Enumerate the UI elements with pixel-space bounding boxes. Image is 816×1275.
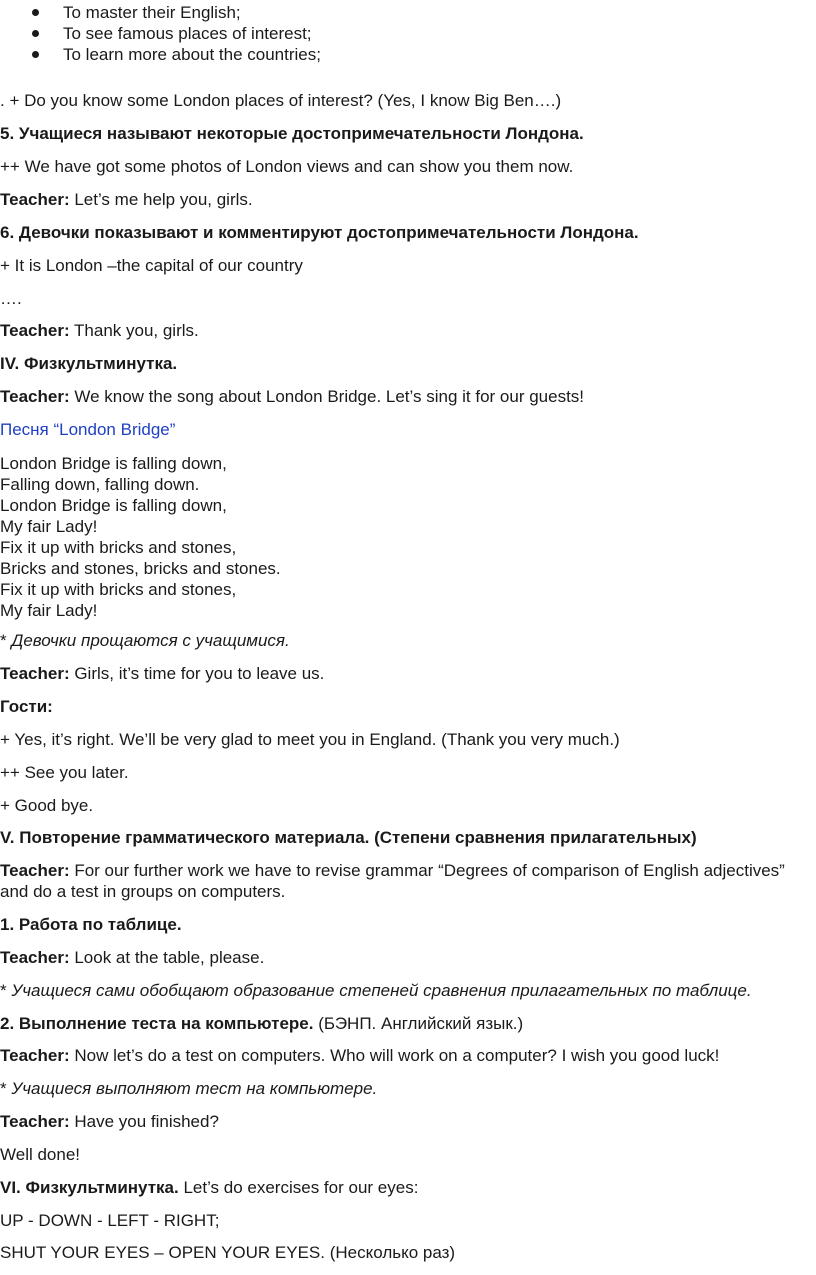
note-star: * [0,1079,12,1098]
paragraph: …. [0,289,22,308]
paragraph: UP - DOWN - LEFT - RIGHT; [0,1211,220,1230]
section-heading: VI. Физкультминутка. [0,1178,179,1197]
bullet-item: To see famous places of interest; [63,24,312,43]
speaker-label: Teacher: [0,1046,70,1065]
teacher-line [0,386,584,407]
section-heading: 5. Учащиеся называют некоторые достопримечательности Лондона. [0,124,584,143]
speaker-label: Teacher: [0,1112,70,1131]
speech-text: We know the song about London Bridge. Let’s sing it for our guests! [69,387,585,406]
section-heading: V. Повторение грамматического материала. (Степени сравнения прилагательных) [0,828,697,847]
speaker-label: Teacher: [0,190,70,209]
speech-text: Let’s me help you, girls. [69,190,253,209]
song-line: My fair Lady! [0,601,98,620]
speaker-label: Teacher: [0,861,70,880]
stage-note [0,630,290,651]
teacher-line [0,860,790,902]
song-title: Песня “London Bridge” [0,420,176,439]
paragraph: ++ We have got some photos of London views and can show you them now. [0,157,574,176]
section-heading-line [0,1177,418,1198]
speech-text: For our further work we have to revise grammar “Degrees of comparison of English adjectives” and do a test in groups on computers. [0,861,785,901]
note-text: Учащиеся выполняют тест на компьютере. [11,1079,378,1098]
section-heading: 2. Выполнение теста на компьютере. [0,1014,314,1033]
bullet-dot [32,9,39,16]
paragraph: SHUT YOUR EYES – OPEN YOUR EYES. (Несколько раз) [0,1243,456,1262]
song-line: Fix it up with bricks and stones, [0,580,237,599]
song-line: Falling down, falling down. [0,475,200,494]
teacher-line [0,1045,719,1066]
paragraph: + It is London –the capital of our country [0,256,303,275]
speaker-label: Teacher: [0,321,70,340]
section-heading: 1. Работа по таблице. [0,915,182,934]
paragraph: Well done! [0,1145,81,1164]
speaker-label: Teacher: [0,948,70,967]
speaker-heading: Гости: [0,697,53,716]
speaker-label: Teacher: [0,664,70,683]
song-line: London Bridge is falling down, [0,496,227,515]
teacher-line [0,947,264,968]
song-line: Fix it up with bricks and stones, [0,538,237,557]
teacher-line [0,189,253,210]
note-text: Учащиеся сами обобщают образование степеней сравнения прилагательных по таблице. [11,981,752,1000]
speech-text: Thank you, girls. [69,321,199,340]
note-text: Девочки прощаются с учащимися. [11,631,290,650]
speech-text: Look at the table, please. [69,948,265,967]
speech-text: Girls, it’s time for you to leave us. [69,664,325,683]
bullet-item: To learn more about the countries; [63,45,321,64]
stage-note [0,980,752,1001]
song-line: My fair Lady! [0,517,98,536]
paragraph: . + Do you know some London places of interest? (Yes, I know Big Ben….) [0,91,562,110]
note-star: * [0,981,12,1000]
section-heading: IV. Физкультминутка. [0,354,178,373]
bullet-dot [32,30,39,37]
heading-note: Let’s do exercises for our eyes: [178,1178,419,1197]
bullet-item: To master their English; [63,3,241,22]
teacher-line [0,663,324,684]
note-star: * [0,631,12,650]
section-heading: 6. Девочки показывают и комментируют достопримечательности Лондона. [0,223,639,242]
paragraph: ++ See you later. [0,763,129,782]
song-line: Bricks and stones, bricks and stones. [0,559,281,578]
speech-text: Have you finished? [69,1112,219,1131]
speaker-label: Teacher: [0,387,70,406]
teacher-line [0,320,199,341]
bullet-dot [32,51,39,58]
teacher-line [0,1111,219,1132]
paragraph: + Yes, it’s right. We’ll be very glad to meet you in England. (Thank you very much.) [0,730,620,749]
paragraph: + Good bye. [0,796,94,815]
stage-note [0,1078,377,1099]
heading-note: (БЭНП. Английский язык.) [313,1014,524,1033]
speech-text: Now let’s do a test on computers. Who will work on a computer? I wish you good luck! [69,1046,720,1065]
section-heading-line [0,1013,523,1034]
song-line: London Bridge is falling down, [0,454,227,473]
